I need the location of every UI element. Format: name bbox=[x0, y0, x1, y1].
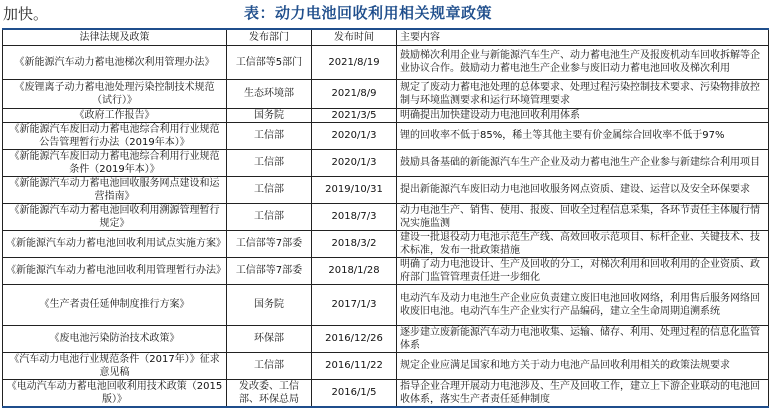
policy-name: 《新能源汽车动力蓄电池梯次利用管理办法》 bbox=[3, 45, 227, 79]
policy-name: 《生产者责任延伸制度推行方案》 bbox=[3, 284, 227, 325]
department: 发改委、工信部、环保总局 bbox=[227, 379, 312, 407]
table-row bbox=[3, 149, 769, 176]
policy-name: 《新能源汽车动力蓄电池回收服务网点建设和运营指南》 bbox=[3, 176, 227, 203]
release-date: 2020/1/3 bbox=[312, 122, 397, 149]
main-content: 明确提出加快建设动力电池回收利用体系 bbox=[397, 108, 769, 122]
table-row bbox=[3, 108, 769, 122]
policy-name: 《汽车动力电池行业规范条件（2017年）》征求意见稿 bbox=[3, 352, 227, 379]
table-row bbox=[3, 122, 769, 149]
table-row bbox=[3, 203, 769, 230]
policy-name: 《废电池污染防治技术政策》 bbox=[3, 325, 227, 352]
policy-name: 《政府工作报告》 bbox=[3, 108, 227, 122]
release-date: 2016/11/22 bbox=[312, 352, 397, 379]
department: 国务院 bbox=[227, 108, 312, 122]
department: 工信部等5部门 bbox=[227, 45, 312, 79]
main-content: 动力电池生产、销售、使用、报废、回收全过程信息采集，各环节责任主体履行情况实施监测 bbox=[397, 203, 769, 230]
header-content: 主要内容 bbox=[397, 29, 769, 45]
department: 国务院 bbox=[227, 284, 312, 325]
main-content: 鼓励具备基础的新能源汽车生产企业及动力蓄电池生产企业参与新建综合利用项目 bbox=[397, 149, 769, 176]
table-row bbox=[3, 45, 769, 79]
department: 生态环境部 bbox=[227, 79, 312, 108]
policy-table bbox=[2, 28, 769, 408]
department: 工信部等7部委 bbox=[227, 257, 312, 284]
policy-name: 《新能源汽车动力蓄电池回收利用试点实施方案》 bbox=[3, 230, 227, 257]
release-date: 2019/10/31 bbox=[312, 176, 397, 203]
release-date: 2018/1/28 bbox=[312, 257, 397, 284]
main-content: 鼓励梯次利用企业与新能源汽车生产、动力蓄电池生产及报废机动车回收拆解等企业协议合作。鼓励动力蓄电池生产企业参与废旧动力蓄电池回收及梯次利用 bbox=[397, 45, 769, 79]
release-date: 2021/8/9 bbox=[312, 79, 397, 108]
table-row bbox=[3, 284, 769, 325]
release-date: 2017/1/3 bbox=[312, 284, 397, 325]
release-date: 2021/8/19 bbox=[312, 45, 397, 79]
table-row bbox=[3, 230, 769, 257]
release-date: 2018/3/2 bbox=[312, 230, 397, 257]
release-date: 2020/1/3 bbox=[312, 149, 397, 176]
header-date: 发布时间 bbox=[312, 29, 397, 45]
department: 工信部 bbox=[227, 203, 312, 230]
release-date: 2021/3/5 bbox=[312, 108, 397, 122]
table-row bbox=[3, 379, 769, 407]
policy-name: 《新能源汽车动力蓄电池回收利用溯源管理暂行规定》 bbox=[3, 203, 227, 230]
intro-text: 加快。 bbox=[3, 5, 49, 23]
table-header-row bbox=[3, 29, 769, 45]
header-department: 发布部门 bbox=[227, 29, 312, 45]
policy-name: 《新能源汽车废旧动力蓄电池综合利用行业规范条件（2019年本）》 bbox=[3, 149, 227, 176]
release-date: 2016/1/5 bbox=[312, 379, 397, 407]
table-row bbox=[3, 79, 769, 108]
table-row bbox=[3, 176, 769, 203]
table-row bbox=[3, 257, 769, 284]
main-content: 电动汽车及动力电池生产企业应负责建立废旧电池回收网络，利用售后服务网络回收废旧电池。电动汽车生产企业实行产品编码，建立全生命周期追溯系统 bbox=[397, 284, 769, 325]
main-content: 指导企业合理开展动力电池涉及、生产及回收工作，建立上下游企业联动的电池回收体系，落实生产者责任延伸制度 bbox=[397, 379, 769, 407]
policy-name: 《新能源汽车废旧动力蓄电池综合利用行业规范公告管理暂行办法（2019年本）》 bbox=[3, 122, 227, 149]
policy-name: 《废锂离子动力蓄电池处理污染控制技术规范（试行）》 bbox=[3, 79, 227, 108]
main-content: 提出新能源汽车废旧动力电池回收服务网点资质、建设、运营以及安全环保要求 bbox=[397, 176, 769, 203]
release-date: 2018/7/3 bbox=[312, 203, 397, 230]
main-content: 建设一批退役动力电池示范生产线、高效回收示范项目、标杆企业、关键技术、技术标准，发布一批政策措施 bbox=[397, 230, 769, 257]
table-row bbox=[3, 352, 769, 379]
main-content: 规定了废动力蓄电池处理的总体要求、处理过程污染控制技术要求、污染物排放控制与环境监测要求和运行环境管理要求 bbox=[397, 79, 769, 108]
policy-name: 《电动汽车动力蓄电池回收利用技术政策（2015版）》 bbox=[3, 379, 227, 407]
release-date: 2016/12/26 bbox=[312, 325, 397, 352]
main-content: 逐步建立废新能源汽车动力电池收集、运输、储存、利用、处理过程的信息化监管体系 bbox=[397, 325, 769, 352]
department: 工信部 bbox=[227, 122, 312, 149]
department: 工信部 bbox=[227, 352, 312, 379]
main-content: 规定企业应满足国家和地方关于动力电池产品回收利用相关的政策法规要求 bbox=[397, 352, 769, 379]
main-content: 明确了动力电池设计、生产及回收的分工，对梯次利用和回收利用的企业资质、政府部门监管管理责任进一步细化 bbox=[397, 257, 769, 284]
header-policy: 法律法规及政策 bbox=[3, 29, 227, 45]
department: 环保部 bbox=[227, 325, 312, 352]
main-content: 锂的回收率不低于85%，稀土等其他主要有价金属综合回收率不低于97% bbox=[397, 122, 769, 149]
table-row bbox=[3, 325, 769, 352]
heading-area bbox=[0, 0, 770, 28]
department: 工信部 bbox=[227, 176, 312, 203]
table-title: 表：动力电池回收利用相关规章政策 bbox=[244, 4, 493, 22]
department: 工信部等7部委 bbox=[227, 230, 312, 257]
policy-name: 《新能源汽车动力蓄电池回收利用管理暂行办法》 bbox=[3, 257, 227, 284]
department: 工信部 bbox=[227, 149, 312, 176]
